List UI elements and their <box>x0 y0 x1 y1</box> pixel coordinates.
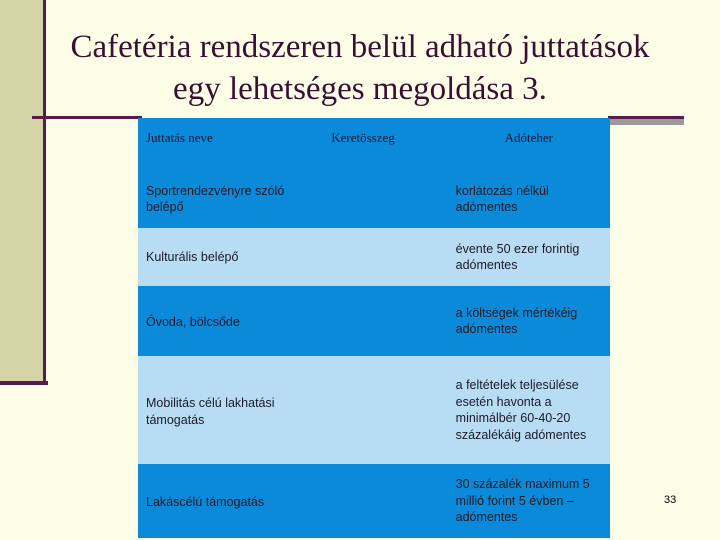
header-tax: Adóteher <box>448 118 610 170</box>
benefit-tax: korlátozás nélkül adómentes <box>448 170 610 228</box>
side-bar-underline <box>0 381 48 385</box>
table-row <box>138 170 610 228</box>
benefit-name: Óvoda, bölcsőde <box>138 286 323 356</box>
benefit-tax: évente 50 ezer forintig adómentes <box>448 228 610 286</box>
table-row <box>138 464 610 538</box>
slide-title: Cafetéria rendszeren belül adható juttatások egy lehetséges megoldása 3. <box>70 29 650 107</box>
table-row <box>138 356 610 464</box>
table-header-row <box>138 118 610 170</box>
benefit-tax: 30 százalék maximum 5 millió forint 5 évben – adómentes <box>448 464 610 538</box>
benefit-name: Mobilitás célú lakhatási támogatás <box>138 356 323 464</box>
title-rule-left <box>32 116 142 119</box>
header-benefit-name: Juttatás neve <box>138 118 323 170</box>
benefits-table <box>138 118 610 528</box>
benefit-amount <box>323 464 447 538</box>
benefit-name: Kulturális belépő <box>138 228 323 286</box>
side-bar-decoration <box>0 0 46 382</box>
benefit-amount <box>323 170 447 228</box>
table-row <box>138 286 610 356</box>
benefit-tax: a feltételek teljesülése esetén havonta a minimálbér 60-40-20 százalékáig adómentes <box>448 356 610 464</box>
benefit-tax: a költségek mértékéig adómentes <box>448 286 610 356</box>
benefit-name: Sportrendezvényre szóló belépő <box>138 170 323 228</box>
benefit-amount <box>323 228 447 286</box>
table-row <box>138 228 610 286</box>
benefit-amount <box>323 286 447 356</box>
header-amount: Keretösszeg <box>323 118 447 170</box>
benefit-name: Lakáscélú támogatás <box>138 464 323 538</box>
page-number: 33 <box>664 494 677 506</box>
benefit-amount <box>323 356 447 464</box>
title-rule-right-shadow <box>608 119 684 125</box>
